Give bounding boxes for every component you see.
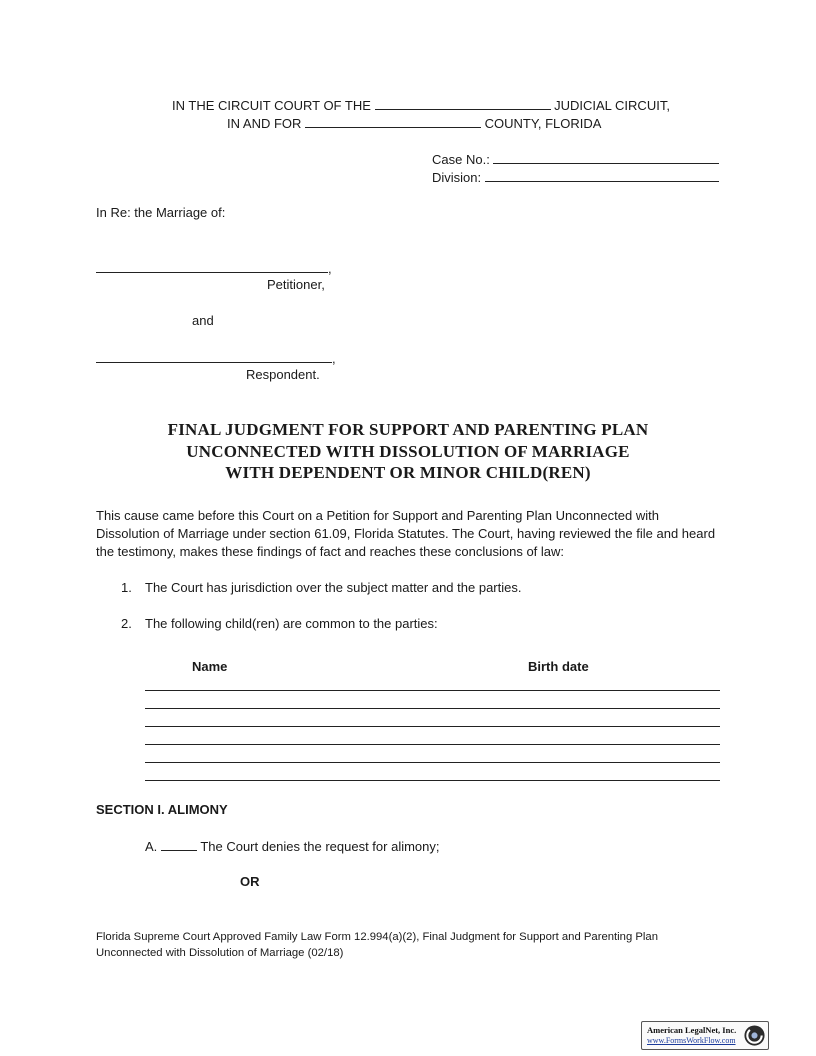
court-header-line-2 xyxy=(227,115,601,132)
intro-paragraph: This cause came before this Court on a Petition for Support and Parenting Plan Unconnected with Dissolution of Marriage under section 61.09, Florida Statutes. The Court, having reviewed the file and heard the testimony, makes these findings of fact and reaches these conclusions of law: xyxy=(96,508,716,559)
child-row-5[interactable] xyxy=(145,762,720,763)
form-footer xyxy=(96,929,736,961)
or-label: OR xyxy=(240,874,260,889)
child-row-3[interactable] xyxy=(145,726,720,727)
finding-2-text: The following child(ren) are common to the parties: xyxy=(145,616,438,631)
title-line-1: FINAL JUDGMENT FOR SUPPORT AND PARENTING PLAN xyxy=(167,420,649,439)
petitioner-name-blank[interactable] xyxy=(96,272,328,273)
document-title xyxy=(96,419,720,484)
respondent-comma: , xyxy=(332,351,336,366)
children-name-header: Name xyxy=(192,659,228,674)
footer-line-2: Unconnected with Dissolution of Marriage (02/18) xyxy=(96,947,344,959)
logo-company-name: American LegalNet, Inc. xyxy=(647,1025,737,1035)
title-line-2: UNCONNECTED WITH DISSOLUTION OF MARRIAGE xyxy=(186,441,630,461)
case-no-row xyxy=(432,151,719,168)
division-row xyxy=(432,169,719,186)
petitioner-label: Petitioner, xyxy=(267,277,325,292)
item-a-prefix: A. xyxy=(145,839,158,854)
division-label: Division: xyxy=(432,170,482,185)
and-label: and xyxy=(192,313,214,328)
title-line-3: WITH DEPENDENT OR MINOR CHILD(REN) xyxy=(225,463,591,482)
in-re-label: In Re: the Marriage of: xyxy=(96,205,226,220)
respondent-label: Respondent. xyxy=(246,367,320,382)
finding-1-text: The Court has jurisdiction over the subject matter and the parties. xyxy=(145,580,522,595)
case-no-blank[interactable] xyxy=(493,151,719,164)
child-row-2[interactable] xyxy=(145,708,720,709)
alimony-item-a xyxy=(145,838,440,855)
judicial-circuit-suffix: JUDICIAL CIRCUIT, xyxy=(554,98,670,113)
alimony-denied-blank[interactable] xyxy=(161,838,197,851)
court-prefix: IN THE CIRCUIT COURT OF THE xyxy=(172,98,371,113)
finding-1-number: 1. xyxy=(121,580,132,595)
respondent-name-blank[interactable] xyxy=(96,362,332,363)
division-blank[interactable] xyxy=(485,169,719,182)
american-legalnet-logo[interactable] xyxy=(641,1021,769,1050)
county-suffix: COUNTY, FLORIDA xyxy=(484,116,602,131)
petitioner-comma: , xyxy=(328,261,332,276)
county-blank[interactable] xyxy=(305,115,481,128)
child-row-4[interactable] xyxy=(145,744,720,745)
finding-2-number: 2. xyxy=(121,616,132,631)
judicial-circuit-blank[interactable] xyxy=(375,97,551,110)
children-birth-date-header: Birth date xyxy=(528,659,589,674)
section-1-heading: SECTION I. ALIMONY xyxy=(96,802,228,817)
item-a-text: The Court denies the request for alimony; xyxy=(200,839,440,854)
child-row-6[interactable] xyxy=(145,780,720,781)
footer-line-1: Florida Supreme Court Approved Family Law Form 12.994(a)(2), Final Judgment for Support and Parenting Plan xyxy=(96,931,658,943)
logo-swirl-icon xyxy=(743,1024,766,1047)
case-no-label: Case No.: xyxy=(432,152,490,167)
child-row-1[interactable] xyxy=(145,690,720,691)
logo-website-link[interactable]: www.FormsWorkFlow.com xyxy=(647,1036,736,1045)
in-and-for-label: IN AND FOR xyxy=(227,116,302,131)
court-header-line-1 xyxy=(172,97,670,114)
